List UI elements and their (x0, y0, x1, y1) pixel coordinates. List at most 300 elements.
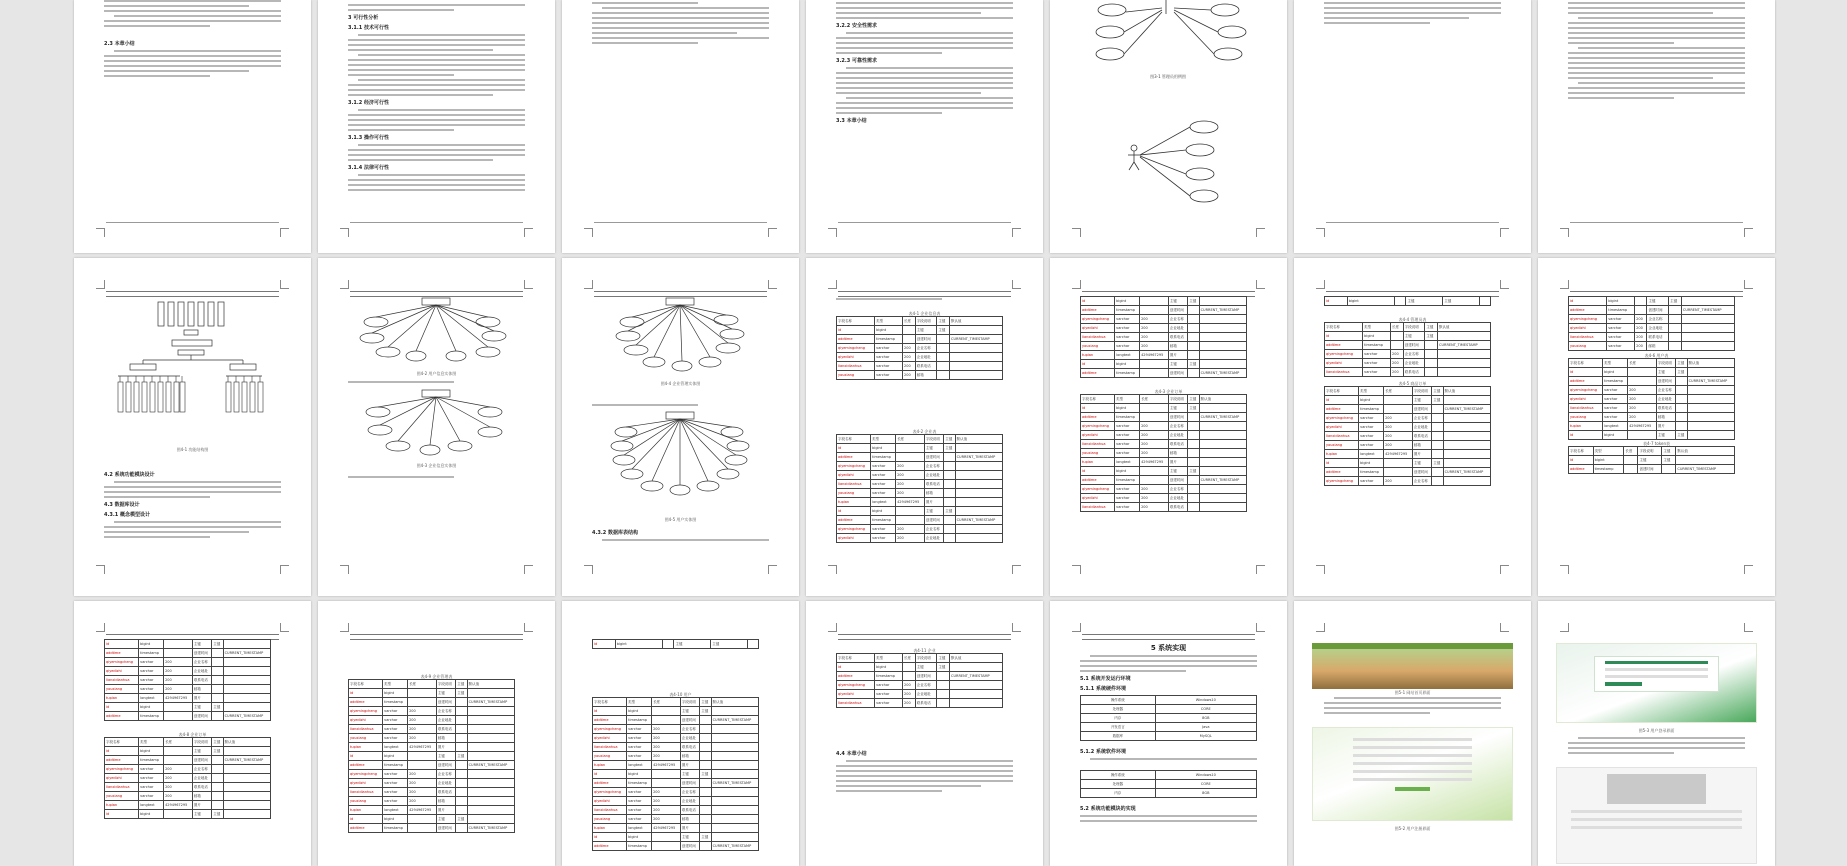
page-20[interactable] (1294, 601, 1531, 866)
table-cell (1199, 485, 1246, 494)
table-cell: 主键 (436, 752, 455, 761)
table-cell (944, 498, 955, 507)
table-cell: varchar (1115, 333, 1140, 342)
page-17[interactable] (562, 601, 799, 866)
table-cell: 联系电话 (915, 362, 937, 371)
data-table (1568, 446, 1735, 474)
table-cell (467, 815, 514, 824)
table-cell: varchar (871, 534, 896, 543)
table-cell: varchar (1359, 432, 1384, 441)
table-cell: 200 (408, 797, 437, 806)
table-cell (1188, 485, 1199, 494)
table-cell (950, 663, 1003, 672)
table-cell (700, 815, 711, 824)
table-cell: qiyedizhi (1081, 324, 1115, 333)
table-cell: qiyemingcheng (837, 681, 875, 690)
table-cell: varchar (871, 489, 896, 498)
table-cell: 图片 (436, 743, 455, 752)
table-cell (1676, 377, 1687, 386)
header-cell: 字段说明 (1638, 447, 1662, 456)
page-15[interactable] (74, 601, 311, 866)
table-cell: 企业地址 (436, 779, 455, 788)
table-cell: timestamp (139, 756, 164, 765)
table-row (349, 689, 515, 698)
table-cell: 企业地址 (924, 534, 943, 543)
env-row (1081, 696, 1257, 705)
table-cell: addtime (105, 756, 139, 765)
table-cell (1199, 351, 1246, 360)
data-table (592, 697, 759, 851)
page-13[interactable] (1294, 258, 1531, 596)
table-row (105, 640, 271, 649)
table-cell (456, 806, 467, 815)
table-cell: varchar (139, 658, 164, 667)
header-cell: 类型 (871, 435, 896, 444)
table-wrap (1324, 296, 1491, 306)
table-cell (1443, 423, 1490, 432)
table-cell (1199, 431, 1246, 440)
table-wrap (348, 679, 515, 833)
module-box (258, 382, 263, 412)
table-cell: CURRENT_TIMESTAMP (223, 756, 270, 765)
table-cell: CURRENT_TIMESTAMP (955, 453, 1002, 462)
table-cell: CURRENT_TIMESTAMP (1199, 476, 1246, 485)
table-cell (223, 694, 270, 703)
table-cell: 创建时间 (915, 335, 937, 344)
env-row (1081, 780, 1257, 789)
table-cell (223, 801, 270, 810)
table-cell (1188, 324, 1199, 333)
table-cell: 主键 (944, 507, 955, 516)
table-row (349, 806, 515, 815)
table-cell (1199, 324, 1246, 333)
table-cell: 创建时间 (436, 698, 455, 707)
table-cell (747, 640, 758, 649)
table-cell: 主键 (192, 703, 211, 712)
table-cell (456, 725, 467, 734)
page-16[interactable] (318, 601, 555, 866)
page-9[interactable] (318, 258, 555, 596)
table-row (593, 779, 759, 788)
table-cell: varchar (1115, 494, 1140, 503)
table-cell: bigint (139, 703, 164, 712)
table-cell (164, 712, 193, 721)
table-row (105, 783, 271, 792)
table-cell: 邮箱 (1168, 342, 1187, 351)
table-cell: varchar (1359, 441, 1384, 450)
table-cell: 主键 (1432, 459, 1443, 468)
table-row (1569, 386, 1735, 395)
header-cell: 主键 (1188, 395, 1199, 404)
table-cell (1140, 467, 1169, 476)
table-cell (1628, 377, 1657, 386)
table-cell: addtime (593, 842, 627, 851)
table-cell: varchar (875, 690, 903, 699)
table-cell: 邮箱 (436, 797, 455, 806)
table-cell: 创建时间 (680, 779, 699, 788)
table-cell (937, 353, 950, 362)
table-cell: longtext (1603, 422, 1628, 431)
table-cell: 企业名称 (915, 681, 937, 690)
header-cell: 默认值 (1199, 395, 1246, 404)
table-cell: varchar (875, 699, 903, 708)
table-cell: 创建时间 (1412, 405, 1431, 414)
env-cell: Windows10 (1155, 771, 1256, 780)
table-cell: 200 (902, 362, 915, 371)
table-cell: lianxidianhua (1081, 333, 1115, 342)
table-cell: CURRENT_TIMESTAMP (223, 712, 270, 721)
page-18[interactable] (806, 601, 1043, 866)
header-cell: 主键 (700, 698, 711, 707)
table-caption: 表4-6 用户表 (1644, 353, 1669, 358)
table-cell (1140, 476, 1169, 485)
table-cell (408, 824, 437, 833)
table-row (1569, 306, 1735, 315)
table-row (349, 707, 515, 716)
table-cell (700, 779, 711, 788)
table-cell (1188, 449, 1199, 458)
table-cell: lianxidianhua (105, 783, 139, 792)
table-cell: timestamp (871, 453, 896, 462)
table-cell: timestamp (875, 335, 903, 344)
page-11[interactable] (806, 258, 1043, 596)
table-cell (1188, 440, 1199, 449)
table-row (349, 824, 515, 833)
table-cell (212, 765, 223, 774)
page-21[interactable] (1538, 601, 1775, 866)
table-cell: 主键 (924, 507, 943, 516)
env-cell: CORE (1155, 780, 1256, 789)
page-5[interactable] (1050, 0, 1287, 253)
table-cell (1199, 360, 1246, 369)
table-row (593, 806, 759, 815)
table-cell (1140, 404, 1169, 413)
table-cell: 200 (1390, 368, 1403, 377)
table-cell (1669, 306, 1682, 315)
table-cell (944, 516, 955, 525)
table-cell: CURRENT_TIMESTAMP (1199, 369, 1246, 378)
table-cell (1443, 450, 1490, 459)
table-cell: CURRENT_TIMESTAMP (1443, 468, 1490, 477)
table-cell (1199, 503, 1246, 512)
table-cell: bigint (1115, 404, 1140, 413)
table-cell (1669, 324, 1682, 333)
table-cell: timestamp (1115, 476, 1140, 485)
table-cell (408, 698, 437, 707)
table-cell: longtext (383, 806, 408, 815)
table-cell: qiyemingcheng (593, 788, 627, 797)
table-cell (212, 792, 223, 801)
module-box (226, 382, 231, 412)
table-header-row (1569, 359, 1735, 368)
table-cell: bigint (383, 689, 408, 698)
table-cell: id (105, 703, 139, 712)
table-header-row (837, 654, 1003, 663)
table-cell (212, 694, 223, 703)
table-row (105, 747, 271, 756)
section-heading: 3.1.3 操作可行性 (348, 135, 389, 141)
table-cell: 主键 (1188, 360, 1199, 369)
table-cell: CURRENT_TIMESTAMP (223, 649, 270, 658)
table-cell: 4294967295 (1140, 351, 1169, 360)
section-heading: 3.1.1 技术可行性 (348, 25, 389, 31)
table-cell (467, 734, 514, 743)
table-cell: 企业名称 (436, 707, 455, 716)
table-cell: 4294967295 (652, 761, 681, 770)
table-row (105, 676, 271, 685)
table-cell: 创建时间 (924, 516, 943, 525)
table-row (837, 489, 1003, 498)
table-cell (1687, 422, 1734, 431)
table-cell: 企业地址 (1168, 431, 1187, 440)
table-cell: CURRENT_TIMESTAMP (1443, 405, 1490, 414)
env-cell: 开发语言 (1081, 723, 1156, 732)
table-row (1081, 306, 1247, 315)
table-cell: qiyemingcheng (1081, 485, 1115, 494)
table-cell: 企业名称 (1168, 485, 1187, 494)
page-1[interactable] (74, 0, 311, 253)
table-cell: CURRENT_TIMESTAMP (950, 672, 1003, 681)
table-cell: CURRENT_TIMESTAMP (1199, 413, 1246, 422)
table-cell: 4294967295 (1140, 458, 1169, 467)
table-row (1569, 465, 1735, 474)
table-row (1325, 432, 1491, 441)
table-cell: 200 (1140, 315, 1169, 324)
table-row (1325, 423, 1491, 432)
table-cell (467, 797, 514, 806)
table-cell (223, 658, 270, 667)
table-cell: 企业地址 (680, 734, 699, 743)
table-cell: qiyemingcheng (1325, 477, 1359, 486)
table-cell (1687, 386, 1734, 395)
page-8[interactable] (74, 258, 311, 596)
homepage-screenshot (1312, 643, 1513, 689)
table-row (837, 480, 1003, 489)
table-cell: longtext (1359, 450, 1384, 459)
table-cell (711, 797, 758, 806)
table-cell: 图片 (192, 801, 211, 810)
table-row (1081, 431, 1247, 440)
page-6[interactable] (1294, 0, 1531, 253)
table-cell (944, 462, 955, 471)
table-cell: qiyedizhi (1569, 395, 1603, 404)
header-cell: 字段说明 (1412, 387, 1431, 396)
table-cell: 主键 (192, 810, 211, 819)
table-cell (223, 765, 270, 774)
env-cell: 内存 (1081, 714, 1156, 723)
table-cell: id (349, 752, 383, 761)
table-cell: id (593, 707, 627, 716)
table-row (837, 534, 1003, 543)
page-12[interactable] (1050, 258, 1287, 596)
table-cell: varchar (1115, 431, 1140, 440)
header-cell: 类型 (1359, 387, 1384, 396)
table-cell: 主键 (937, 326, 950, 335)
table-caption: 表4-9 企业管理表 (420, 674, 453, 679)
table-row (1081, 333, 1247, 342)
page-3[interactable] (562, 0, 799, 253)
table-row (1325, 441, 1491, 450)
table-cell (212, 783, 223, 792)
table-row (105, 703, 271, 712)
data-table (348, 679, 515, 833)
table-cell: addtime (1569, 377, 1603, 386)
table-cell: 联系电话 (436, 725, 455, 734)
table-wrap (1568, 296, 1735, 351)
table-cell: 主键 (1662, 456, 1676, 465)
table-wrap (592, 697, 759, 851)
table-row (1081, 413, 1247, 422)
table-cell (1681, 333, 1734, 342)
section-heading: 3.2.3 可靠性需求 (836, 58, 877, 64)
table-cell (902, 335, 915, 344)
table-cell: 创建时间 (680, 716, 699, 725)
page-2[interactable] (318, 0, 555, 253)
table-cell: 200 (408, 779, 437, 788)
table-cell: addtime (837, 672, 875, 681)
table-cell: 创建时间 (1168, 476, 1187, 485)
table-cell: 企业名称 (436, 770, 455, 779)
table-row (1081, 351, 1247, 360)
table-cell: qiyemingcheng (1081, 315, 1115, 324)
header-cell: 字段名称 (837, 317, 875, 326)
table-cell: longtext (139, 801, 164, 810)
function-structure-diagram (74, 298, 311, 438)
table-cell: timestamp (1603, 377, 1628, 386)
table-cell: bigint (139, 747, 164, 756)
table-cell: 200 (408, 788, 437, 797)
table-cell (1188, 476, 1199, 485)
table-cell: 200 (1140, 485, 1169, 494)
table-cell (467, 779, 514, 788)
section-heading: 5.1.2 系统软件环境 (1080, 749, 1126, 755)
table-cell (652, 833, 681, 842)
table-cell: 主键 (1656, 368, 1675, 377)
table-cell: 主键 (944, 444, 955, 453)
table-cell (700, 716, 711, 725)
table-cell (711, 743, 758, 752)
table-wrap (1324, 322, 1491, 377)
env-row (1081, 705, 1257, 714)
table-cell: 200 (1140, 503, 1169, 512)
table-cell (1635, 297, 1647, 306)
table-cell: 企业地址 (1656, 395, 1675, 404)
table-cell: id (837, 326, 875, 335)
table-cell (950, 681, 1003, 690)
table-cell (164, 756, 193, 765)
table-cell: 企业名称 (1412, 477, 1431, 486)
table-cell: 主键 (1188, 467, 1199, 476)
header-cell: 字段名称 (1569, 359, 1603, 368)
table-cell: 联系电话 (680, 806, 699, 815)
table-cell: longtext (1115, 458, 1140, 467)
table-cell: varchar (383, 788, 408, 797)
header-cell: 字段说明 (680, 698, 699, 707)
table-cell: tupian (1569, 422, 1603, 431)
table-cell: addtime (1325, 468, 1359, 477)
table-cell: 200 (1140, 324, 1169, 333)
header-cell: 长度 (902, 654, 915, 663)
table-cell (950, 326, 1003, 335)
page-10[interactable] (562, 258, 799, 596)
table-cell (1624, 456, 1638, 465)
table-cell (1676, 395, 1687, 404)
table-cell: 企业地址 (1403, 359, 1425, 368)
table-cell (456, 770, 467, 779)
table-cell: 邮箱 (192, 685, 211, 694)
table-cell (902, 326, 915, 335)
table-row (105, 667, 271, 676)
table-row (1325, 459, 1491, 468)
table-cell (1443, 477, 1490, 486)
table-cell (1199, 315, 1246, 324)
table-cell: 创建时间 (1638, 465, 1662, 474)
table-cell: 创建时间 (1168, 413, 1187, 422)
table-cell (456, 716, 467, 725)
table-row (593, 752, 759, 761)
table-cell: qiyedizhi (1325, 359, 1363, 368)
table-row (105, 658, 271, 667)
table-cell: 图片 (192, 694, 211, 703)
table-cell (1438, 359, 1491, 368)
figure-caption: 图3-1 管理员用例图 (1150, 74, 1186, 79)
table-cell: bigint (1115, 360, 1140, 369)
page-7[interactable] (1538, 0, 1775, 253)
header-cell: 长度 (1390, 323, 1403, 332)
table-cell: 200 (1628, 395, 1657, 404)
table-cell: 主键 (700, 707, 711, 716)
entity-diagram-2 (318, 388, 555, 458)
table-row (349, 716, 515, 725)
table-cell (1199, 467, 1246, 476)
table-cell: lianxidianhua (837, 480, 871, 489)
table-cell: varchar (1115, 485, 1140, 494)
header-cell: 类型 (1115, 395, 1140, 404)
header-cell: 默认值 (467, 680, 514, 689)
table-wrap (104, 737, 271, 819)
table-cell: qiyemingcheng (1081, 422, 1115, 431)
table-cell: 主键 (680, 707, 699, 716)
table-cell (1199, 404, 1246, 413)
table-cell: timestamp (1593, 465, 1624, 474)
table-cell (1681, 342, 1734, 351)
table-cell (1681, 315, 1734, 324)
table-cell: 200 (1635, 315, 1647, 324)
table-cell: CURRENT_TIMESTAMP (711, 716, 758, 725)
table-cell (955, 498, 1002, 507)
section-heading: 3.1.4 法律可行性 (348, 165, 389, 171)
table-row (349, 752, 515, 761)
table-cell (1188, 315, 1199, 324)
table-cell (944, 453, 955, 462)
table-cell: 200 (408, 716, 437, 725)
table-cell: 联系电话 (1656, 404, 1675, 413)
table-row (593, 842, 759, 851)
page-14[interactable] (1538, 258, 1775, 596)
table-cell: 主键 (456, 752, 467, 761)
table-cell: 200 (164, 765, 193, 774)
page-4[interactable] (806, 0, 1043, 253)
table-cell (1384, 459, 1413, 468)
header-cell: 字段说明 (1403, 323, 1425, 332)
table-cell: timestamp (875, 672, 903, 681)
page-19[interactable] (1050, 601, 1287, 866)
table-row (1569, 422, 1735, 431)
table-cell: 200 (1140, 449, 1169, 458)
table-cell (1628, 368, 1657, 377)
table-cell (955, 534, 1002, 543)
table-cell: addtime (105, 649, 139, 658)
